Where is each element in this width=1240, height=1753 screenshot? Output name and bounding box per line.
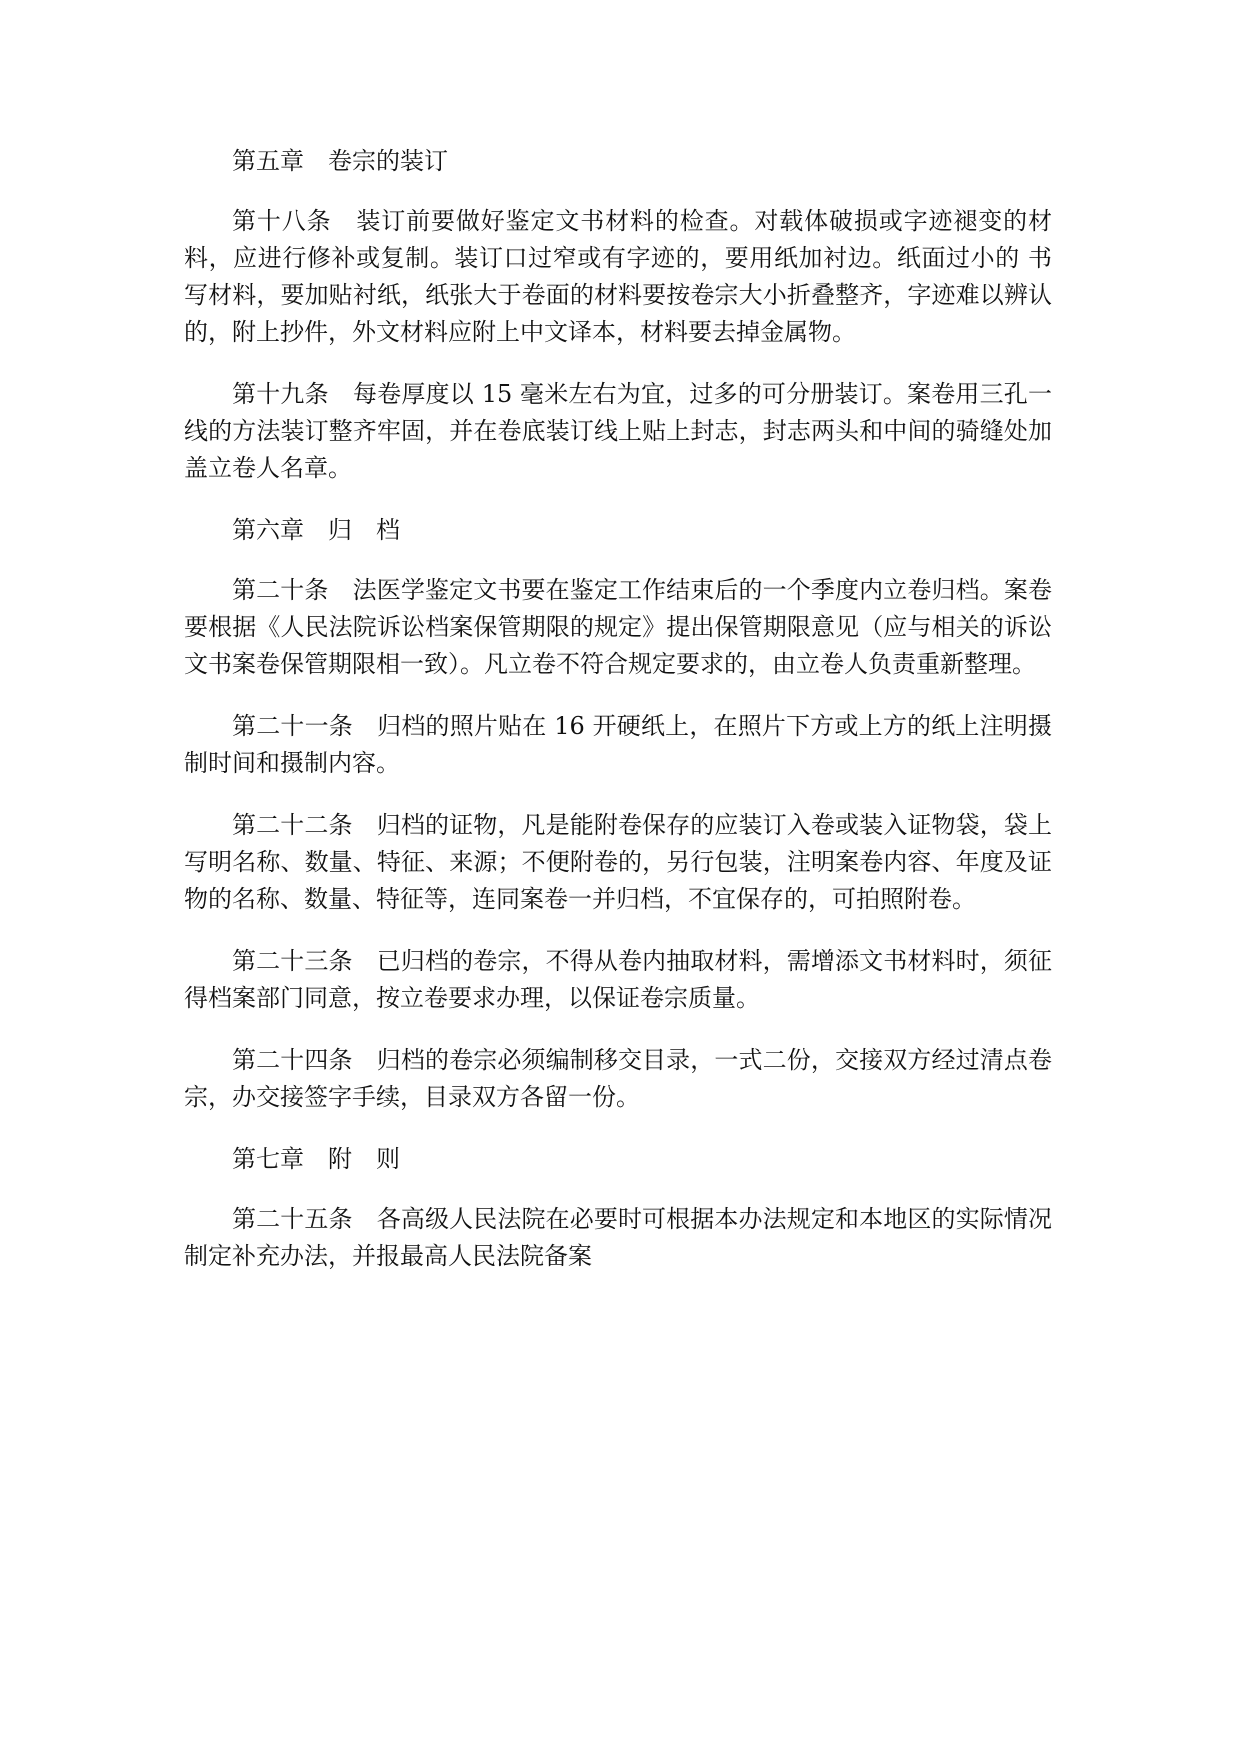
article-paragraph: 第二十条 法医学鉴定文书要在鉴定工作结束后的一个季度内立卷归档。案卷要根据《人民法院诉讼档案保管期限的规定》提出保管期限意见（应与相关的诉讼文书案卷保管期限相一致）。凡立卷不符合规定要求的，由立卷人负责重新整理。 [184,576,1052,678]
article-paragraph: 第二十五条 各高级人民法院在必要时可根据本办法规定和本地区的实际情况制定补充办法，并报最高人民法院备案 [184,1205,1052,1270]
chapter-heading: 第五章 卷宗的装订 [232,147,448,175]
article-paragraph: 第十八条 装订前要做好鉴定文书材料的检查。对载体破损或字迹褪变的材料，应进行修补或复制。装订口过窄或有字迹的，要用纸加衬边。纸面过小的 书写材料，要加贴衬纸，纸张大于卷面的材料要按卷宗大小折叠整齐，字迹难以辨认的，附上抄件，外文材料应附上中文译本，材料要去掉金属物。 [184,207,1052,346]
article-paragraph: 第二十一条 归档的照片贴在 16 开硬纸上，在照片下方或上方的纸上注明摄制时间和摄制内容。 [184,712,1052,777]
chapter-heading: 第六章 归 档 [232,516,400,544]
article-paragraph: 第十九条 每卷厚度以 15 毫米左右为宜，过多的可分册装订。案卷用三孔一线的方法装订整齐牢固，并在卷底装订线上贴上封志，封志两头和中间的骑缝处加盖立卷人名章。 [184,380,1052,482]
article-paragraph: 第二十三条 已归档的卷宗，不得从卷内抽取材料，需增添文书材料时，须征得档案部门同意，按立卷要求办理，以保证卷宗质量。 [184,947,1052,1012]
document-body [184,143,1052,1300]
chapter-heading: 第七章 附 则 [232,1145,400,1173]
article-paragraph: 第二十二条 归档的证物，凡是能附卷保存的应装订入卷或装入证物袋，袋上写明名称、数量、特征、来源；不便附卷的，另行包装，注明案卷内容、年度及证物的名称、数量、特征等，连同案卷一并归档，不宜保存的，可拍照附卷。 [184,811,1052,913]
article-paragraph: 第二十四条 归档的卷宗必须编制移交目录，一式二份，交接双方经过清点卷宗，办交接签字手续，目录双方各留一份。 [184,1046,1052,1111]
